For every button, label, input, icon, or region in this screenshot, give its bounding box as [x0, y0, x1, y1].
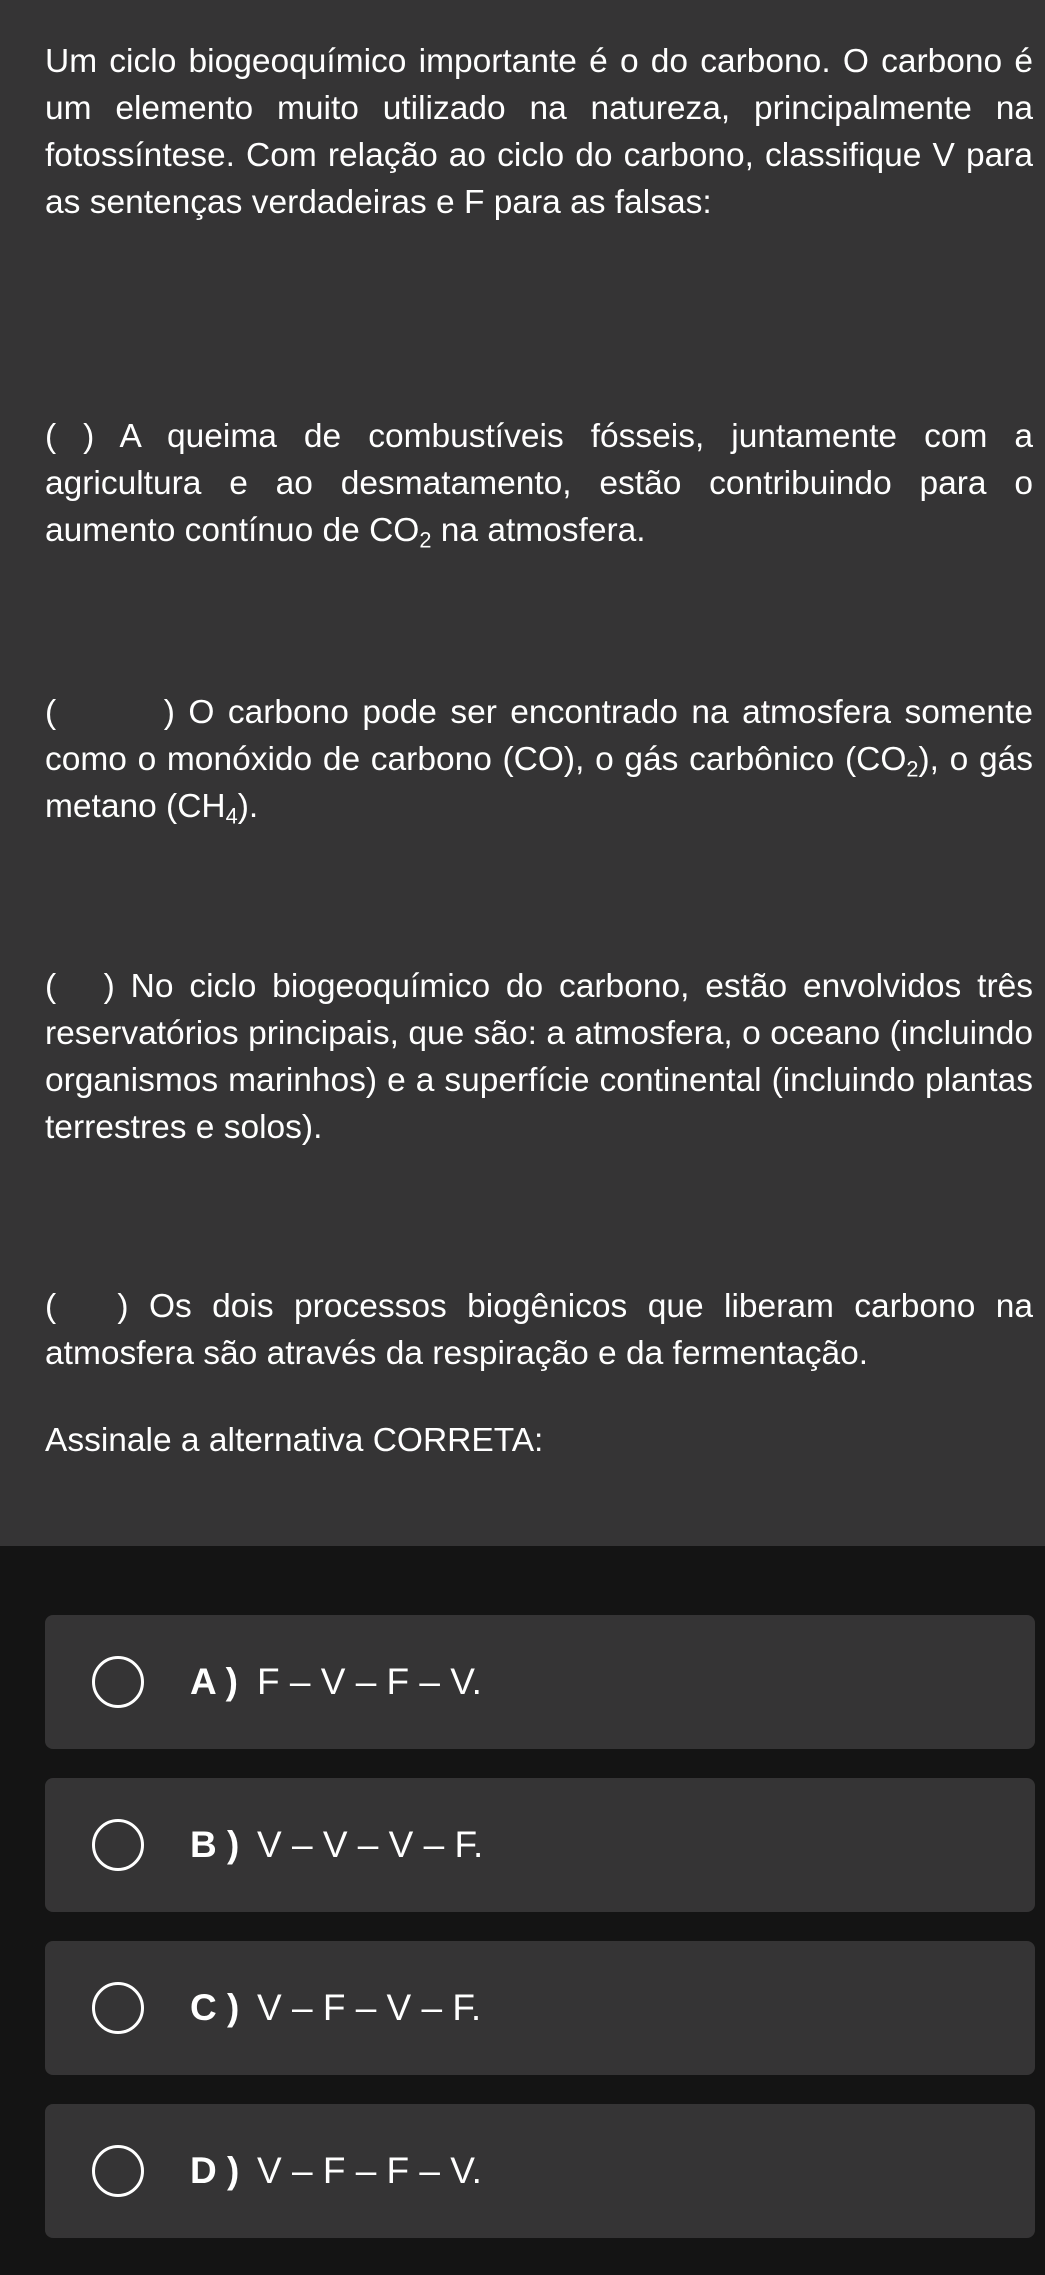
option-a-letter: A )	[190, 1661, 238, 1702]
option-c-letter: C )	[190, 1987, 240, 2028]
question-intro: Um ciclo biogeoquímico importante é o do carbono. O carbono é um elemento muito utilizado na natureza, principalmente na fotossíntese. Com relação ao ciclo do carbono, classifique V para as sentenças verdadeiras e F para as falsas:	[45, 43, 1033, 221]
radio-circle-icon[interactable]	[92, 2145, 144, 2197]
statement-2-text-mid: ), o gás metano (CH	[45, 741, 1033, 825]
statement-4-blank: ( )	[45, 1288, 129, 1325]
option-d[interactable]	[45, 2104, 1035, 2238]
statement-1-blank: ( )	[45, 418, 95, 455]
radio-circle-icon[interactable]	[92, 1819, 144, 1871]
radio-circle-icon[interactable]	[92, 1656, 144, 1708]
statement-2	[45, 689, 1033, 830]
instruction-text: Assinale a alternativa CORRETA:	[45, 1422, 544, 1459]
statement-4-text: Os dois processos biogênicos que liberam carbono na atmosfera são através da respiração e da fermentação.	[45, 1288, 1033, 1372]
option-a-text: F – V – F – V.	[257, 1661, 482, 1702]
options-area	[0, 1546, 1045, 2275]
option-a[interactable]	[45, 1615, 1035, 1749]
radio-circle-icon[interactable]	[92, 1982, 144, 2034]
statement-3	[45, 963, 1033, 1151]
statement-2-text-before: O carbono pode ser encontrado na atmosfera somente como o monóxido de carbono (CO), o gás carbônico (CO	[45, 694, 1033, 778]
statement-2-sub-1: 2	[906, 756, 919, 782]
option-d-text: V – F – F – V.	[257, 2150, 482, 2191]
statement-4	[45, 1283, 1033, 1377]
statement-1-sub: 2	[419, 527, 432, 553]
statement-1	[45, 413, 1033, 554]
option-c[interactable]	[45, 1941, 1035, 2075]
statement-2-sub-2: 4	[225, 803, 238, 829]
statement-2-blank: ( )	[45, 694, 175, 731]
option-d-letter: D )	[190, 2150, 240, 2191]
option-b[interactable]	[45, 1778, 1035, 1912]
statement-3-text: No ciclo biogeoquímico do carbono, estão envolvidos três reservatórios principais, que são: a atmosfera, o oceano (incluindo organismos marinhos) e a superfície continental (incluindo plantas terrestres e solos).	[45, 968, 1033, 1146]
statement-1-text-before: A queima de combustíveis fósseis, juntamente com a agricultura e ao desmatamento, estão contribuindo para o aumento contínuo de CO	[45, 418, 1034, 549]
statement-2-text-after: ).	[237, 788, 259, 825]
statement-3-blank: ( )	[45, 968, 115, 1005]
statement-1-text-after: na atmosfera.	[431, 512, 646, 549]
option-c-text: V – F – V – F.	[257, 1987, 482, 2028]
option-b-letter: B )	[190, 1824, 240, 1865]
option-b-text: V – V – V – F.	[257, 1824, 484, 1865]
